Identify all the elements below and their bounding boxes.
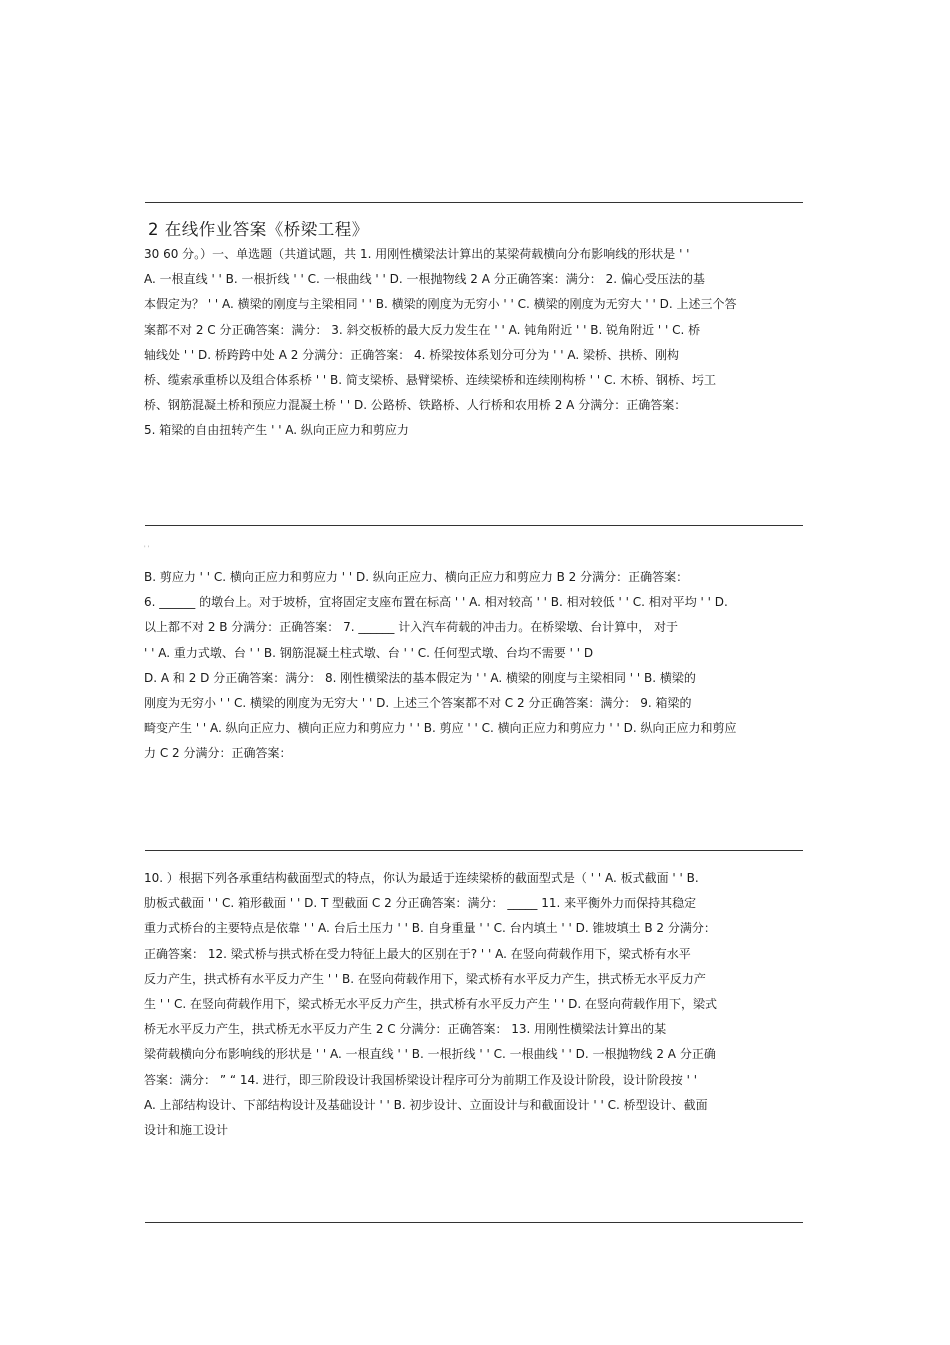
text-line: D. A 和 2 D 分正确答案：满分： 8. 刚性横梁法的基本假定为 ' ' A. 横梁的刚度与主梁相同 ' ' B. 横梁的 (144, 670, 696, 685)
text-line: 力 C 2 分满分：正确答案： (144, 746, 292, 761)
text-block-2 (144, 565, 806, 767)
text-line: 肋板式截面 ' ' C. 箱形截面 ' ' D. T 型截面 C 2 分正确答案：满分： _____ 11. 来平衡外力而保持其稳定 (144, 896, 697, 911)
text-line: 畸变产生 ' ' A. 纵向正应力、横向正应力和剪应力 ' ' B. 剪应 ' ' C. 横向正应力和剪应力 ' ' D. 纵向正应力和剪应 (144, 721, 737, 736)
text-line: 设计和施工设计 (144, 1122, 229, 1137)
text-line: 答案：满分： ” “ 14. 进行，即三阶段设计我国桥梁设计程序可分为前期工作及设计阶段，设计阶段按 ' ' (144, 1072, 698, 1087)
text-line: 案都不对 2 C 分正确答案：满分： 3. 斜交板桥的最大反力发生在 ' ' A. 钝角附近 ' ' B. 锐角附近 ' ' C. 桥 (144, 322, 701, 337)
text-line: 轴线处 ' ' D. 桥跨跨中处 A 2 分满分：正确答案： 4. 桥梁按体系划分可分为 ' ' A. 梁桥、拱桥、刚构 (144, 347, 679, 362)
page-rule-1 (145, 202, 803, 203)
text-line: 刚度为无穷小 ' ' C. 横梁的刚度为无穷大 ' ' D. 上述三个答案都不对 C 2 分正确答案：满分： 9. 箱梁的 (144, 695, 692, 710)
text-line: A. 上部结构设计、下部结构设计及基础设计 ' ' B. 初步设计、立面设计与和截面设计 ' ' C. 桥型设计、截面 (144, 1097, 708, 1112)
text-line: A. 一根直线 ' ' B. 一根折线 ' ' C. 一根曲线 ' ' D. 一根抛物线 2 A 分正确答案：满分： 2. 偏心受压法的基 (144, 272, 705, 287)
page-rule-4 (145, 1222, 803, 1223)
text-line: 生 ' ' C. 在竖向荷载作用下，梁式桥无水平反力产生，拱式桥有水平反力产生 ' ' D. 在竖向荷载作用下，梁式 (144, 996, 717, 1011)
text-line: 10. ）根据下列各承重结构截面型式的特点，你认为最适于连续梁桥的截面型式是（ ' ' A. 板式截面 ' ' B. (144, 871, 699, 885)
text-line: 重力式桥台的主要特点是依靠 ' ' A. 台后土压力 ' ' B. 自身重量 ' ' C. 台内填土 ' ' D. 锥坡填土 B 2 分满分： (144, 921, 716, 936)
text-block-1 (144, 242, 806, 444)
text-line: 桥、缆索承重桥以及组合体系桥 ' ' B. 简支梁桥、悬臂梁桥、连续梁桥和连续刚构桥 ' ' C. 木桥、钢桥、圬工 (144, 372, 716, 387)
text-line: 30 60 分。）一、单选题（共道试题，共 1. 用刚性横梁法计算出的某梁荷载横向分布影响线的形状是 ' ' (144, 247, 690, 261)
page-marker: ' ' (144, 545, 150, 552)
text-line: 梁荷载横向分布影响线的形状是 ' ' A. 一根直线 ' ' B. 一根折线 ' ' C. 一根曲线 ' ' D. 一根抛物线 2 A 分正确 (144, 1047, 716, 1062)
text-line: 桥无水平反力产生，拱式桥无水平反力产生 2 C 分满分：正确答案： 13. 用刚性横梁法计算出的某 (144, 1022, 667, 1037)
text-line: B. 剪应力 ' ' C. 横向正应力和剪应力 ' ' D. 纵向正应力、横向正应力和剪应力 B 2 分满分：正确答案： (144, 570, 689, 584)
page-rule-3 (145, 850, 803, 851)
text-line: 反力产生，拱式桥有水平反力产生 ' ' B. 在竖向荷载作用下，梁式桥有水平反力产生，拱式桥无水平反力产 (144, 971, 706, 986)
text-line: 桥、钢筋混凝土桥和预应力混凝土桥 ' ' D. 公路桥、铁路桥、人行桥和农用桥 2 A 分满分：正确答案： (144, 398, 687, 413)
text-line: 5. 箱梁的自由扭转产生 ' ' A. 纵向正应力和剪应力 (144, 423, 409, 438)
text-line: ' ' A. 重力式墩、台 ' ' B. 钢筋混凝土柱式墩、台 ' ' C. 任何型式墩、台均不需要 ' ' D (144, 645, 594, 660)
page-title: 2 在线作业答案《桥梁工程》 (148, 220, 369, 239)
text-line: 以上都不对 2 B 分满分：正确答案： 7. ______ 计入汽车荷载的冲击力。在桥梁墩、台计算中， 对于 (144, 620, 679, 635)
text-block-3 (144, 866, 806, 1143)
text-line: 6. ______ 的墩台上。对于坡桥，宜将固定支座布置在标高 ' ' A. 相对较高 ' ' B. 相对较低 ' ' C. 相对平均 ' ' D. (144, 595, 728, 610)
page-rule-2 (145, 525, 803, 526)
text-line: 正确答案： 12. 梁式桥与拱式桥在受力特征上最大的区别在于? ' ' A. 在竖向荷载作用下，梁式桥有水平 (144, 946, 691, 961)
text-line: 本假定为？ ' ' A. 横梁的刚度与主梁相同 ' ' B. 横梁的刚度为无穷小 ' ' C. 横梁的刚度为无穷大 ' ' D. 上述三个答 (144, 297, 737, 312)
